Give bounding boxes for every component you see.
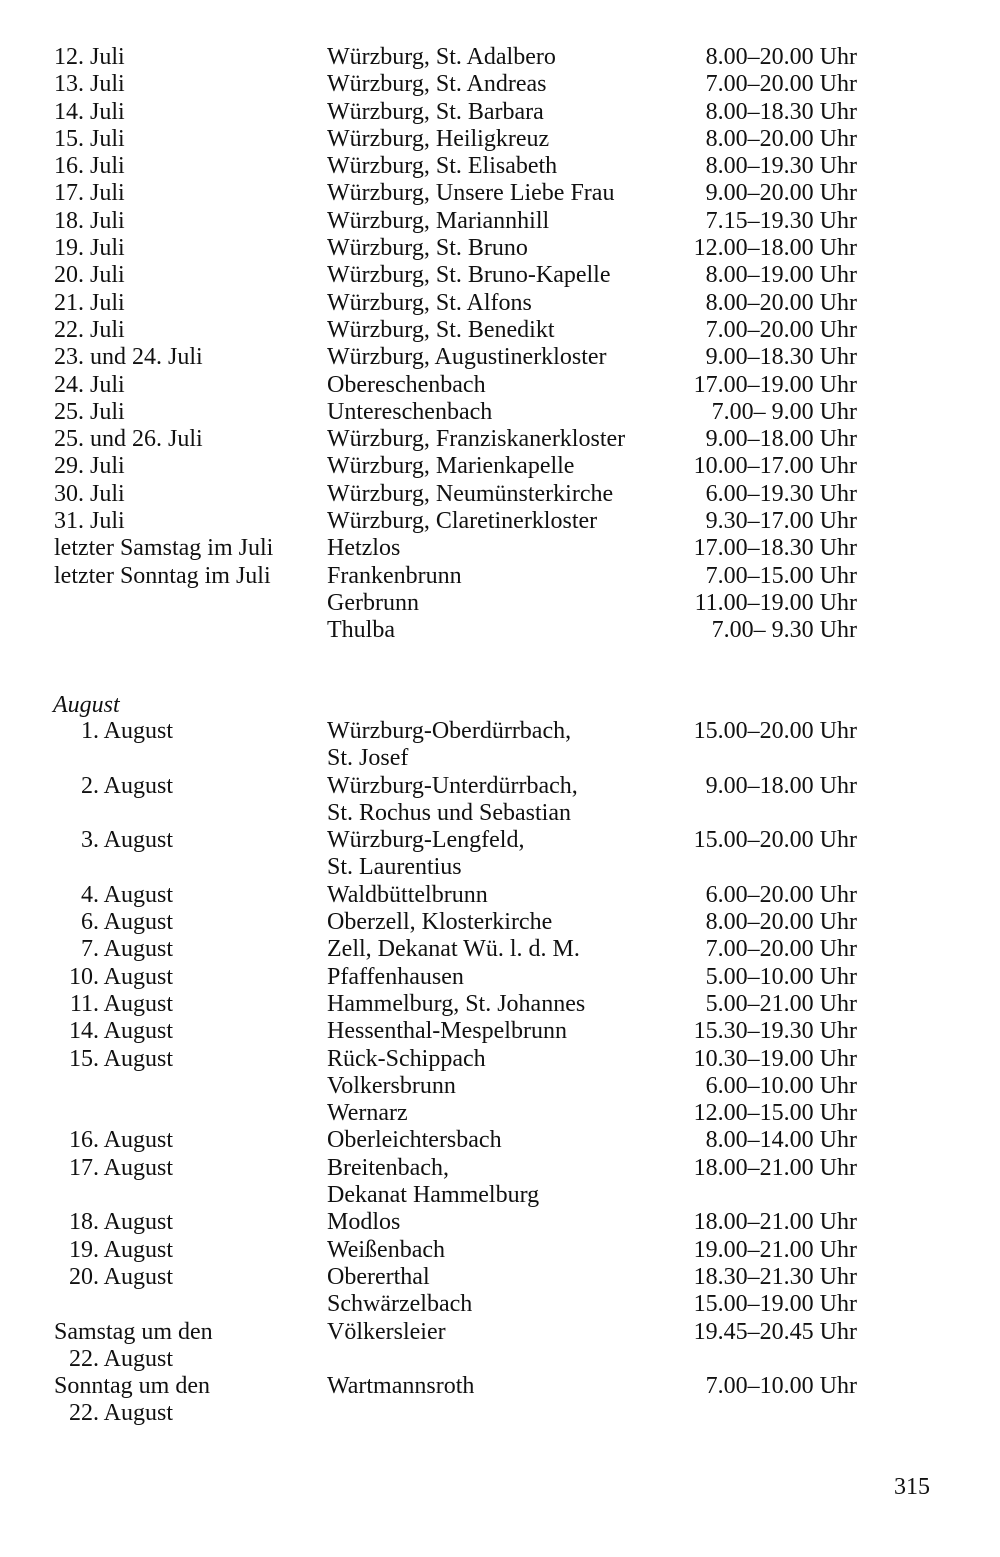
place-cell: Würzburg, St. Bruno-Kapelle bbox=[327, 262, 611, 289]
schedule-row bbox=[0, 44, 1000, 71]
place-cell: Wartmannsroth bbox=[327, 1373, 475, 1400]
time-cell: 19.00–21.00 Uhr bbox=[693, 1236, 857, 1263]
date-cell: 14. Juli bbox=[54, 98, 125, 125]
date-cell: 19. August bbox=[68, 1236, 173, 1263]
place-cell: Hessenthal-Mespelbrunn bbox=[327, 1018, 567, 1045]
time-cell: 8.00–20.00 Uhr bbox=[705, 289, 857, 316]
date-cell: 22. Juli bbox=[54, 316, 125, 343]
time-cell: 8.00–19.30 Uhr bbox=[705, 153, 857, 180]
schedule-row bbox=[0, 1400, 1000, 1427]
date-cell: 25. und 26. Juli bbox=[54, 426, 203, 453]
place-cell: Würzburg, Heiligkreuz bbox=[327, 125, 550, 152]
place-cell: Würzburg, St. Alfons bbox=[327, 289, 532, 316]
time-cell: 8.00–14.00 Uhr bbox=[705, 1127, 857, 1154]
schedule-row bbox=[0, 1046, 1000, 1073]
date-cell: 15. August bbox=[68, 1045, 173, 1072]
time-cell: 15.00–19.00 Uhr bbox=[693, 1291, 857, 1318]
date-cell: 16. August bbox=[68, 1127, 173, 1154]
schedule-row bbox=[0, 773, 1000, 800]
place-cell: Thulba bbox=[327, 617, 395, 644]
time-cell: 15.00–20.00 Uhr bbox=[693, 718, 857, 744]
time-cell: 7.00– 9.00 Uhr bbox=[711, 398, 857, 425]
date-cell: 25. Juli bbox=[54, 398, 125, 425]
date-cell: letzter Samstag im Juli bbox=[54, 535, 274, 562]
time-cell: 5.00–10.00 Uhr bbox=[705, 963, 857, 990]
page-number: 315 bbox=[894, 1474, 930, 1500]
schedule-row bbox=[0, 1264, 1000, 1291]
place-cell: Wernarz bbox=[327, 1100, 408, 1127]
time-cell: 7.15–19.30 Uhr bbox=[705, 207, 857, 234]
place-cell: Würzburg, St. Andreas bbox=[327, 71, 547, 98]
schedule-row bbox=[0, 1346, 1000, 1373]
date-cell: 22. August bbox=[68, 1400, 173, 1427]
date-cell: 1. August bbox=[80, 718, 173, 744]
time-cell: 8.00–20.00 Uhr bbox=[705, 44, 857, 70]
schedule-row bbox=[0, 317, 1000, 344]
date-cell: 31. Juli bbox=[54, 508, 125, 535]
time-cell: 8.00–19.00 Uhr bbox=[705, 262, 857, 289]
schedule-row bbox=[0, 290, 1000, 317]
date-cell: 18. Juli bbox=[54, 207, 125, 234]
place-cell: St. Rochus und Sebastian bbox=[327, 799, 571, 826]
schedule-row bbox=[0, 936, 1000, 963]
place-cell: Obereschenbach bbox=[327, 371, 486, 398]
schedule-row bbox=[0, 481, 1000, 508]
time-cell: 6.00–20.00 Uhr bbox=[705, 881, 857, 908]
schedule-row bbox=[0, 854, 1000, 881]
place-cell: St. Josef bbox=[327, 745, 409, 772]
schedule-row bbox=[0, 718, 1000, 745]
schedule-row bbox=[0, 372, 1000, 399]
date-cell: 17. Juli bbox=[54, 180, 125, 207]
schedule-row bbox=[0, 882, 1000, 909]
time-cell: 9.30–17.00 Uhr bbox=[705, 508, 857, 535]
time-cell: 9.00–20.00 Uhr bbox=[705, 180, 857, 207]
schedule-row bbox=[0, 909, 1000, 936]
date-cell: Samstag um den bbox=[54, 1318, 213, 1345]
place-cell: Würzburg, St. Benedikt bbox=[327, 316, 555, 343]
schedule-row bbox=[0, 1155, 1000, 1182]
schedule-row bbox=[0, 508, 1000, 535]
date-cell: 14. August bbox=[68, 1018, 173, 1045]
schedule-row bbox=[0, 563, 1000, 590]
time-cell: 7.00–15.00 Uhr bbox=[705, 562, 857, 589]
place-cell: Oberzell, Klosterkirche bbox=[327, 909, 553, 936]
schedule-row bbox=[0, 153, 1000, 180]
time-cell: 8.00–18.30 Uhr bbox=[705, 98, 857, 125]
place-cell: Würzburg-Oberdürrbach, bbox=[327, 718, 572, 744]
date-cell: 24. Juli bbox=[54, 371, 125, 398]
place-cell: Pfaffenhausen bbox=[327, 963, 464, 990]
schedule-row bbox=[0, 1073, 1000, 1100]
schedule-row bbox=[0, 1291, 1000, 1318]
schedule-row bbox=[0, 991, 1000, 1018]
time-cell: 8.00–20.00 Uhr bbox=[705, 125, 857, 152]
date-cell: 23. und 24. Juli bbox=[54, 344, 203, 371]
time-cell: 5.00–21.00 Uhr bbox=[705, 990, 857, 1017]
date-cell: 20. August bbox=[68, 1263, 173, 1290]
date-cell: letzter Sonntag im Juli bbox=[54, 562, 271, 589]
place-cell: Würzburg, Augustinerkloster bbox=[327, 344, 607, 371]
place-cell: Würzburg, Unsere Liebe Frau bbox=[327, 180, 615, 207]
schedule-row bbox=[0, 453, 1000, 480]
schedule-row bbox=[0, 99, 1000, 126]
schedule-row bbox=[0, 1237, 1000, 1264]
date-cell: Sonntag um den bbox=[54, 1373, 210, 1400]
place-cell: St. Laurentius bbox=[327, 854, 462, 881]
schedule-row bbox=[0, 1100, 1000, 1127]
time-cell: 7.00–20.00 Uhr bbox=[705, 936, 857, 963]
schedule-row bbox=[0, 344, 1000, 371]
schedule-row bbox=[0, 590, 1000, 617]
schedule-row bbox=[0, 1209, 1000, 1236]
schedule-row bbox=[0, 1373, 1000, 1400]
place-cell: Rück-Schippach bbox=[327, 1045, 486, 1072]
july-schedule bbox=[0, 44, 1000, 645]
place-cell: Schwärzelbach bbox=[327, 1291, 473, 1318]
date-cell: 18. August bbox=[68, 1209, 173, 1236]
date-cell: 6. August bbox=[80, 909, 173, 936]
date-cell: 13. Juli bbox=[54, 71, 125, 98]
date-cell: 10. August bbox=[68, 963, 173, 990]
date-cell: 21. Juli bbox=[54, 289, 125, 316]
date-cell: 22. August bbox=[68, 1345, 173, 1372]
place-cell: Würzburg-Lengfeld, bbox=[327, 827, 525, 854]
date-cell: 19. Juli bbox=[54, 235, 125, 262]
time-cell: 9.00–18.00 Uhr bbox=[705, 426, 857, 453]
schedule-row bbox=[0, 617, 1000, 644]
time-cell: 10.00–17.00 Uhr bbox=[693, 453, 857, 480]
time-cell: 17.00–18.30 Uhr bbox=[693, 535, 857, 562]
place-cell: Obererthal bbox=[327, 1263, 430, 1290]
schedule-row bbox=[0, 827, 1000, 854]
schedule-row bbox=[0, 262, 1000, 289]
date-cell: 17. August bbox=[68, 1154, 173, 1181]
schedule-row bbox=[0, 399, 1000, 426]
schedule-row bbox=[0, 535, 1000, 562]
place-cell: Modlos bbox=[327, 1209, 401, 1236]
schedule-row bbox=[0, 1182, 1000, 1209]
place-cell: Würzburg, St. Barbara bbox=[327, 98, 544, 125]
time-cell: 7.00–20.00 Uhr bbox=[705, 316, 857, 343]
place-cell: Oberleichtersbach bbox=[327, 1127, 502, 1154]
time-cell: 11.00–19.00 Uhr bbox=[694, 589, 857, 616]
time-cell: 12.00–18.00 Uhr bbox=[693, 235, 857, 262]
date-cell: 15. Juli bbox=[54, 125, 125, 152]
time-cell: 12.00–15.00 Uhr bbox=[693, 1100, 857, 1127]
section-heading-august: August bbox=[53, 692, 120, 718]
place-cell: Weißenbach bbox=[327, 1236, 446, 1263]
place-cell: Würzburg-Unterdürrbach, bbox=[327, 772, 578, 799]
date-cell: 29. Juli bbox=[54, 453, 125, 480]
place-cell: Würzburg, Franziskanerkloster bbox=[327, 426, 626, 453]
time-cell: 6.00–19.30 Uhr bbox=[705, 480, 857, 507]
place-cell: Würzburg, St. Bruno bbox=[327, 235, 528, 262]
schedule-row bbox=[0, 1319, 1000, 1346]
schedule-row bbox=[0, 180, 1000, 207]
place-cell: Volkersbrunn bbox=[327, 1072, 456, 1099]
place-cell: Würzburg, Claretinerkloster bbox=[327, 508, 598, 535]
time-cell: 10.30–19.00 Uhr bbox=[693, 1045, 857, 1072]
schedule-row bbox=[0, 800, 1000, 827]
schedule-row bbox=[0, 1018, 1000, 1045]
august-schedule bbox=[0, 718, 1000, 1428]
time-cell: 7.00– 9.30 Uhr bbox=[711, 617, 857, 644]
place-cell: Waldbüttelbrunn bbox=[327, 881, 488, 908]
place-cell: Würzburg, Marienkapelle bbox=[327, 453, 575, 480]
date-cell: 2. August bbox=[80, 772, 173, 799]
time-cell: 17.00–19.00 Uhr bbox=[693, 371, 857, 398]
date-cell: 30. Juli bbox=[54, 480, 125, 507]
place-cell: Würzburg, Mariannhill bbox=[327, 207, 550, 234]
time-cell: 8.00–20.00 Uhr bbox=[705, 909, 857, 936]
time-cell: 15.00–20.00 Uhr bbox=[693, 827, 857, 854]
date-cell: 12. Juli bbox=[54, 44, 125, 70]
date-cell: 3. August bbox=[80, 827, 173, 854]
place-cell: Frankenbrunn bbox=[327, 562, 462, 589]
place-cell: Untereschenbach bbox=[327, 398, 493, 425]
schedule-row bbox=[0, 964, 1000, 991]
schedule-row bbox=[0, 426, 1000, 453]
time-cell: 7.00–20.00 Uhr bbox=[705, 71, 857, 98]
place-cell: Völkersleier bbox=[327, 1318, 446, 1345]
date-cell: 16. Juli bbox=[54, 153, 125, 180]
date-cell: 11. August bbox=[69, 990, 173, 1017]
place-cell: Zell, Dekanat Wü. l. d. M. bbox=[327, 936, 580, 963]
place-cell: Hammelburg, St. Johannes bbox=[327, 990, 586, 1017]
place-cell: Würzburg, St. Adalbero bbox=[327, 44, 556, 70]
schedule-row bbox=[0, 71, 1000, 98]
time-cell: 18.00–21.00 Uhr bbox=[693, 1154, 857, 1181]
schedule-row bbox=[0, 208, 1000, 235]
time-cell: 19.45–20.45 Uhr bbox=[693, 1318, 857, 1345]
place-cell: Würzburg, St. Elisabeth bbox=[327, 153, 558, 180]
time-cell: 9.00–18.30 Uhr bbox=[705, 344, 857, 371]
place-cell: Breitenbach, bbox=[327, 1154, 449, 1181]
place-cell: Dekanat Hammelburg bbox=[327, 1182, 540, 1209]
time-cell: 7.00–10.00 Uhr bbox=[705, 1373, 857, 1400]
time-cell: 15.30–19.30 Uhr bbox=[693, 1018, 857, 1045]
date-cell: 20. Juli bbox=[54, 262, 125, 289]
place-cell: Hetzlos bbox=[327, 535, 401, 562]
date-cell: 7. August bbox=[80, 936, 173, 963]
time-cell: 18.00–21.00 Uhr bbox=[693, 1209, 857, 1236]
schedule-row bbox=[0, 126, 1000, 153]
time-cell: 6.00–10.00 Uhr bbox=[705, 1072, 857, 1099]
place-cell: Gerbrunn bbox=[327, 589, 419, 616]
date-cell: 4. August bbox=[80, 881, 173, 908]
schedule-row bbox=[0, 745, 1000, 772]
schedule-row bbox=[0, 235, 1000, 262]
place-cell: Würzburg, Neumünsterkirche bbox=[327, 480, 614, 507]
time-cell: 9.00–18.00 Uhr bbox=[705, 772, 857, 799]
time-cell: 18.30–21.30 Uhr bbox=[693, 1263, 857, 1290]
schedule-row bbox=[0, 1127, 1000, 1154]
